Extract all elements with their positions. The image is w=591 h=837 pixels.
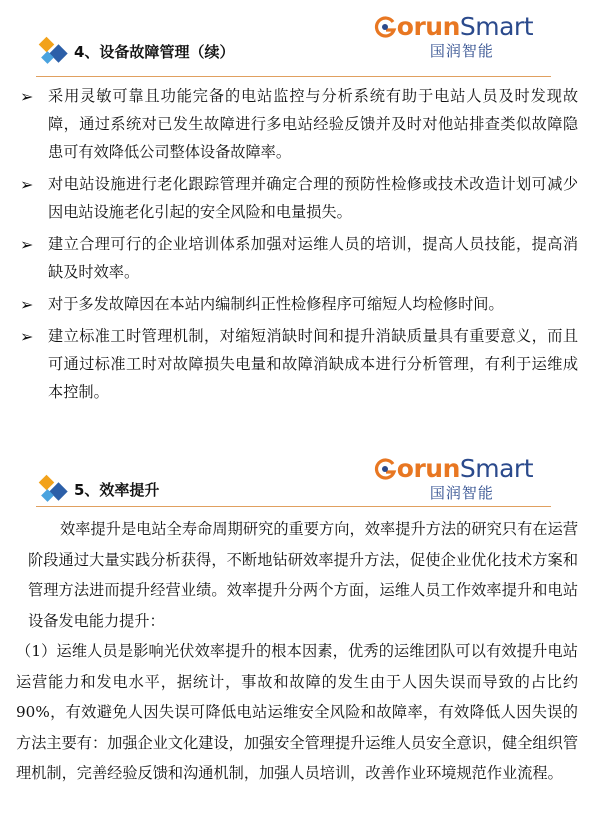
- divider: [36, 76, 551, 77]
- brand-logo: [373, 456, 533, 503]
- section-4-header: [0, 6, 591, 76]
- section-title: [38, 474, 159, 504]
- list-item: ➢ 采用灵敏可靠且功能完备的电站监控与分析系统有助于电站人员及时发现故障，通过系统对已发生故障进行多电站经验反馈并及时对他站排查类似故障隐患可有效降低公司整体设备故障率。: [18, 82, 578, 166]
- logo-orun: orun: [396, 454, 460, 483]
- list-item: ➢ 对电站设施进行老化跟踪管理并确定合理的预防性检修或技术改造计划可减少因电站设施老化引起的安全风险和电量损失。: [18, 170, 578, 226]
- list-item: ➢ 建立合理可行的企业培训体系加强对运维人员的培训，提高人员技能，提高消缺及时效率。: [18, 230, 578, 286]
- section-5-header: [0, 450, 591, 510]
- section-4-title: 4、设备故障管理（续）: [74, 43, 235, 61]
- logo-g-icon: [373, 15, 397, 39]
- diamond-icon: [38, 474, 72, 504]
- arrow-bullet-icon: ➢: [20, 235, 34, 254]
- section-5-body: [16, 514, 578, 789]
- logo-smart: Smart: [459, 454, 533, 483]
- section-title: [38, 36, 234, 66]
- divider: [36, 506, 551, 507]
- logo-smart: Smart: [459, 12, 533, 41]
- list-item: ➢ 对于多发故障因在本站内编制纠正性检修程序可缩短人均检修时间。: [18, 290, 578, 318]
- list-item: ➢ 建立标准工时管理机制，对缩短消缺时间和提升消缺质量具有重要意义，而且可通过标准工时对故障损失电量和故障消缺成本进行分析管理，有利于运维成本控制。: [18, 322, 578, 406]
- logo-orun: orun: [396, 12, 460, 41]
- logo-cn: 国润智能: [429, 42, 494, 60]
- paragraph: 效率提升是电站全寿命周期研究的重要方向，效率提升方法的研究只有在运营阶段通过大量实践分析获得，不断地钻研效率提升方法，促使企业优化技术方案和管理方法进而提升经营业绩。效率提升分两个方面，运维人员工作效率提升和电站设备发电能力提升：: [28, 520, 578, 630]
- brand-logo: [373, 14, 533, 61]
- arrow-bullet-icon: ➢: [20, 295, 34, 314]
- diamond-icon: [38, 36, 72, 66]
- bullet-list: [18, 82, 578, 410]
- arrow-bullet-icon: ➢: [20, 87, 34, 106]
- arrow-bullet-icon: ➢: [20, 327, 34, 346]
- numbered-paragraph: （1）运维人员是影响光伏效率提升的根本因素，优秀的运维团队可以有效提升电站运营能力和发电水平，据统计，事故和故障的发生由于人因失误而导致的占比约90%，有效避免人因失误可降低电站运维安全风险和故障率，有效降低人因失误的方法主要有：加强企业文化建设，加强安全管理提升运维人员安全意识，健全组织管理机制，完善经验反馈和沟通机制，加强人员培训，改善作业环境规范作业流程。: [16, 642, 578, 782]
- logo-g-icon: [373, 457, 397, 481]
- logo-cn: 国润智能: [429, 484, 494, 502]
- section-5-title: 5、效率提升: [74, 481, 160, 499]
- arrow-bullet-icon: ➢: [20, 175, 34, 194]
